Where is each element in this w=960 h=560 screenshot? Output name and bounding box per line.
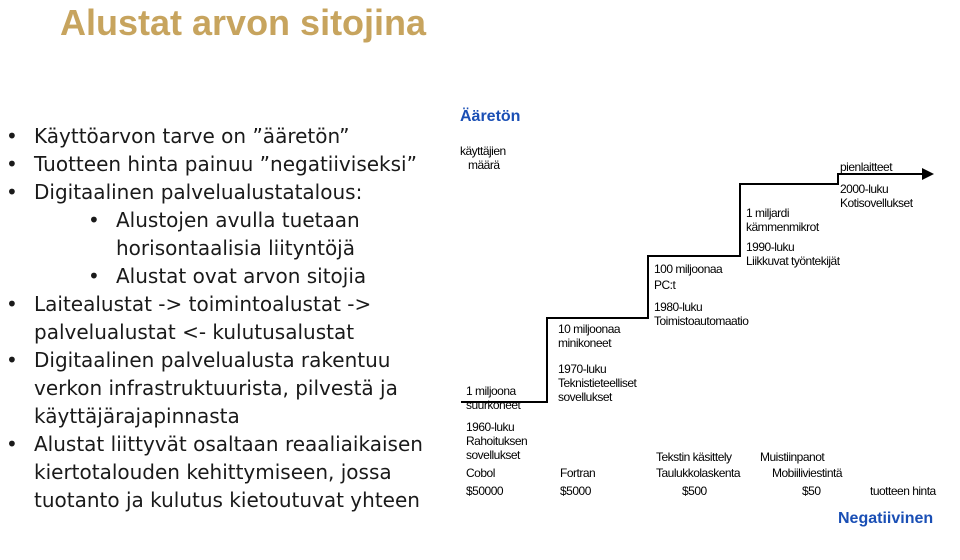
x-axis-label: tuotteen hinta	[870, 484, 936, 498]
bullet-text-line: • Digitaalinen palvelualusta rakentuu	[34, 348, 391, 372]
bullet-text-line: • Käyttöarvon tarve on ”ääretön”	[34, 124, 350, 148]
step3-platform: PC:t	[654, 278, 676, 292]
bullet-text-line: horisontaalisia liityntöjä	[116, 236, 355, 260]
step4-users: 1 miljardi	[746, 206, 790, 220]
step4-app-top: Muistiinpanot	[760, 450, 825, 464]
bullet-text-line: • Tuotteen hinta painuu ”negatiiviseksi”	[34, 152, 417, 176]
step5-era-app: Kotisovellukset	[840, 196, 913, 210]
step2-era-app1: Teknistieteelliset	[558, 376, 637, 390]
bullet-text-line: • Digitaalinen palvelualustatalous:	[34, 180, 363, 204]
step4-platform: kämmenmikrot	[746, 220, 819, 234]
bullet-text-line: verkon infrastruktuurista, pilvestä ja	[34, 376, 398, 400]
bullet-item	[0, 262, 460, 290]
bullet-text-line: tuotanto ja kulutus kietoutuvat yhteen	[34, 488, 420, 512]
bullet-item	[0, 430, 460, 514]
y-axis-label-2: määrä	[468, 158, 500, 172]
step3-price: $500	[682, 484, 707, 498]
bullet-item	[0, 290, 460, 346]
arrow-head-icon	[922, 168, 934, 180]
step1-platform: suurkoneet	[466, 398, 521, 412]
bullet-list	[0, 122, 460, 514]
bullet-text-line: • Laitealustat -> toimintoalustat ->	[34, 292, 372, 316]
slide-title: Alustat arvon sitojina	[60, 2, 427, 43]
step4-era: 1990-luku	[746, 240, 795, 254]
step4-price: $50	[802, 484, 821, 498]
bullet-item	[0, 178, 460, 206]
step3-users: 100 miljoonaa	[654, 262, 723, 276]
bullet-item	[0, 150, 460, 178]
bullet-text-line: • Alustojen avulla tuetaan	[116, 208, 360, 232]
step3-language: Taulukkolaskenta	[656, 466, 741, 480]
step1-language: Cobol	[466, 466, 495, 480]
step5-users: pienlaitteet	[840, 160, 893, 174]
step2-platform: minikoneet	[558, 336, 612, 350]
step2-era: 1970-luku	[558, 362, 607, 376]
step1-price: $50000	[466, 484, 504, 498]
step4-language: Mobiiliviestintä	[772, 466, 843, 480]
price-users-staircase-diagram	[456, 110, 960, 560]
step1-era-app1: Rahoituksen	[466, 434, 528, 448]
step2-users: 10 miljoonaa	[558, 322, 621, 336]
bullet-text-line: palvelualustat <- kulutusalustat	[34, 320, 355, 344]
step2-price: $5000	[560, 484, 591, 498]
y-axis-label-1: käyttäjien	[460, 144, 506, 158]
step1-era-app2: sovellukset	[466, 448, 520, 462]
step3-app-top: Tekstin käsittely	[656, 450, 732, 464]
top-label-aareton: Ääretön	[460, 108, 521, 125]
bullet-text-line: käyttäjärajapinnasta	[34, 404, 240, 428]
step3-era: 1980-luku	[654, 300, 703, 314]
step2-era-app2: sovellukset	[558, 390, 612, 404]
step3-era-app: Toimistoautomaatio	[654, 314, 749, 328]
step4-era-app: Liikkuvat työntekijät	[746, 254, 840, 268]
bullet-text-line: • Alustat ovat arvon sitojia	[116, 264, 367, 288]
bullet-text-line: kiertotalouden kehittymiseen, jossa	[34, 460, 392, 484]
bottom-label-negatiivinen: Negatiivinen	[838, 510, 934, 527]
bullet-item	[0, 346, 460, 430]
bullet-item	[0, 206, 460, 262]
step1-era: 1960-luku	[466, 420, 515, 434]
step5-era: 2000-luku	[840, 182, 889, 196]
step2-language: Fortran	[560, 466, 596, 480]
bullet-item	[0, 122, 460, 150]
step1-users: 1 miljoona	[466, 384, 516, 398]
bullet-text-line: • Alustat liittyvät osaltaan reaaliaikaisen	[34, 432, 423, 456]
